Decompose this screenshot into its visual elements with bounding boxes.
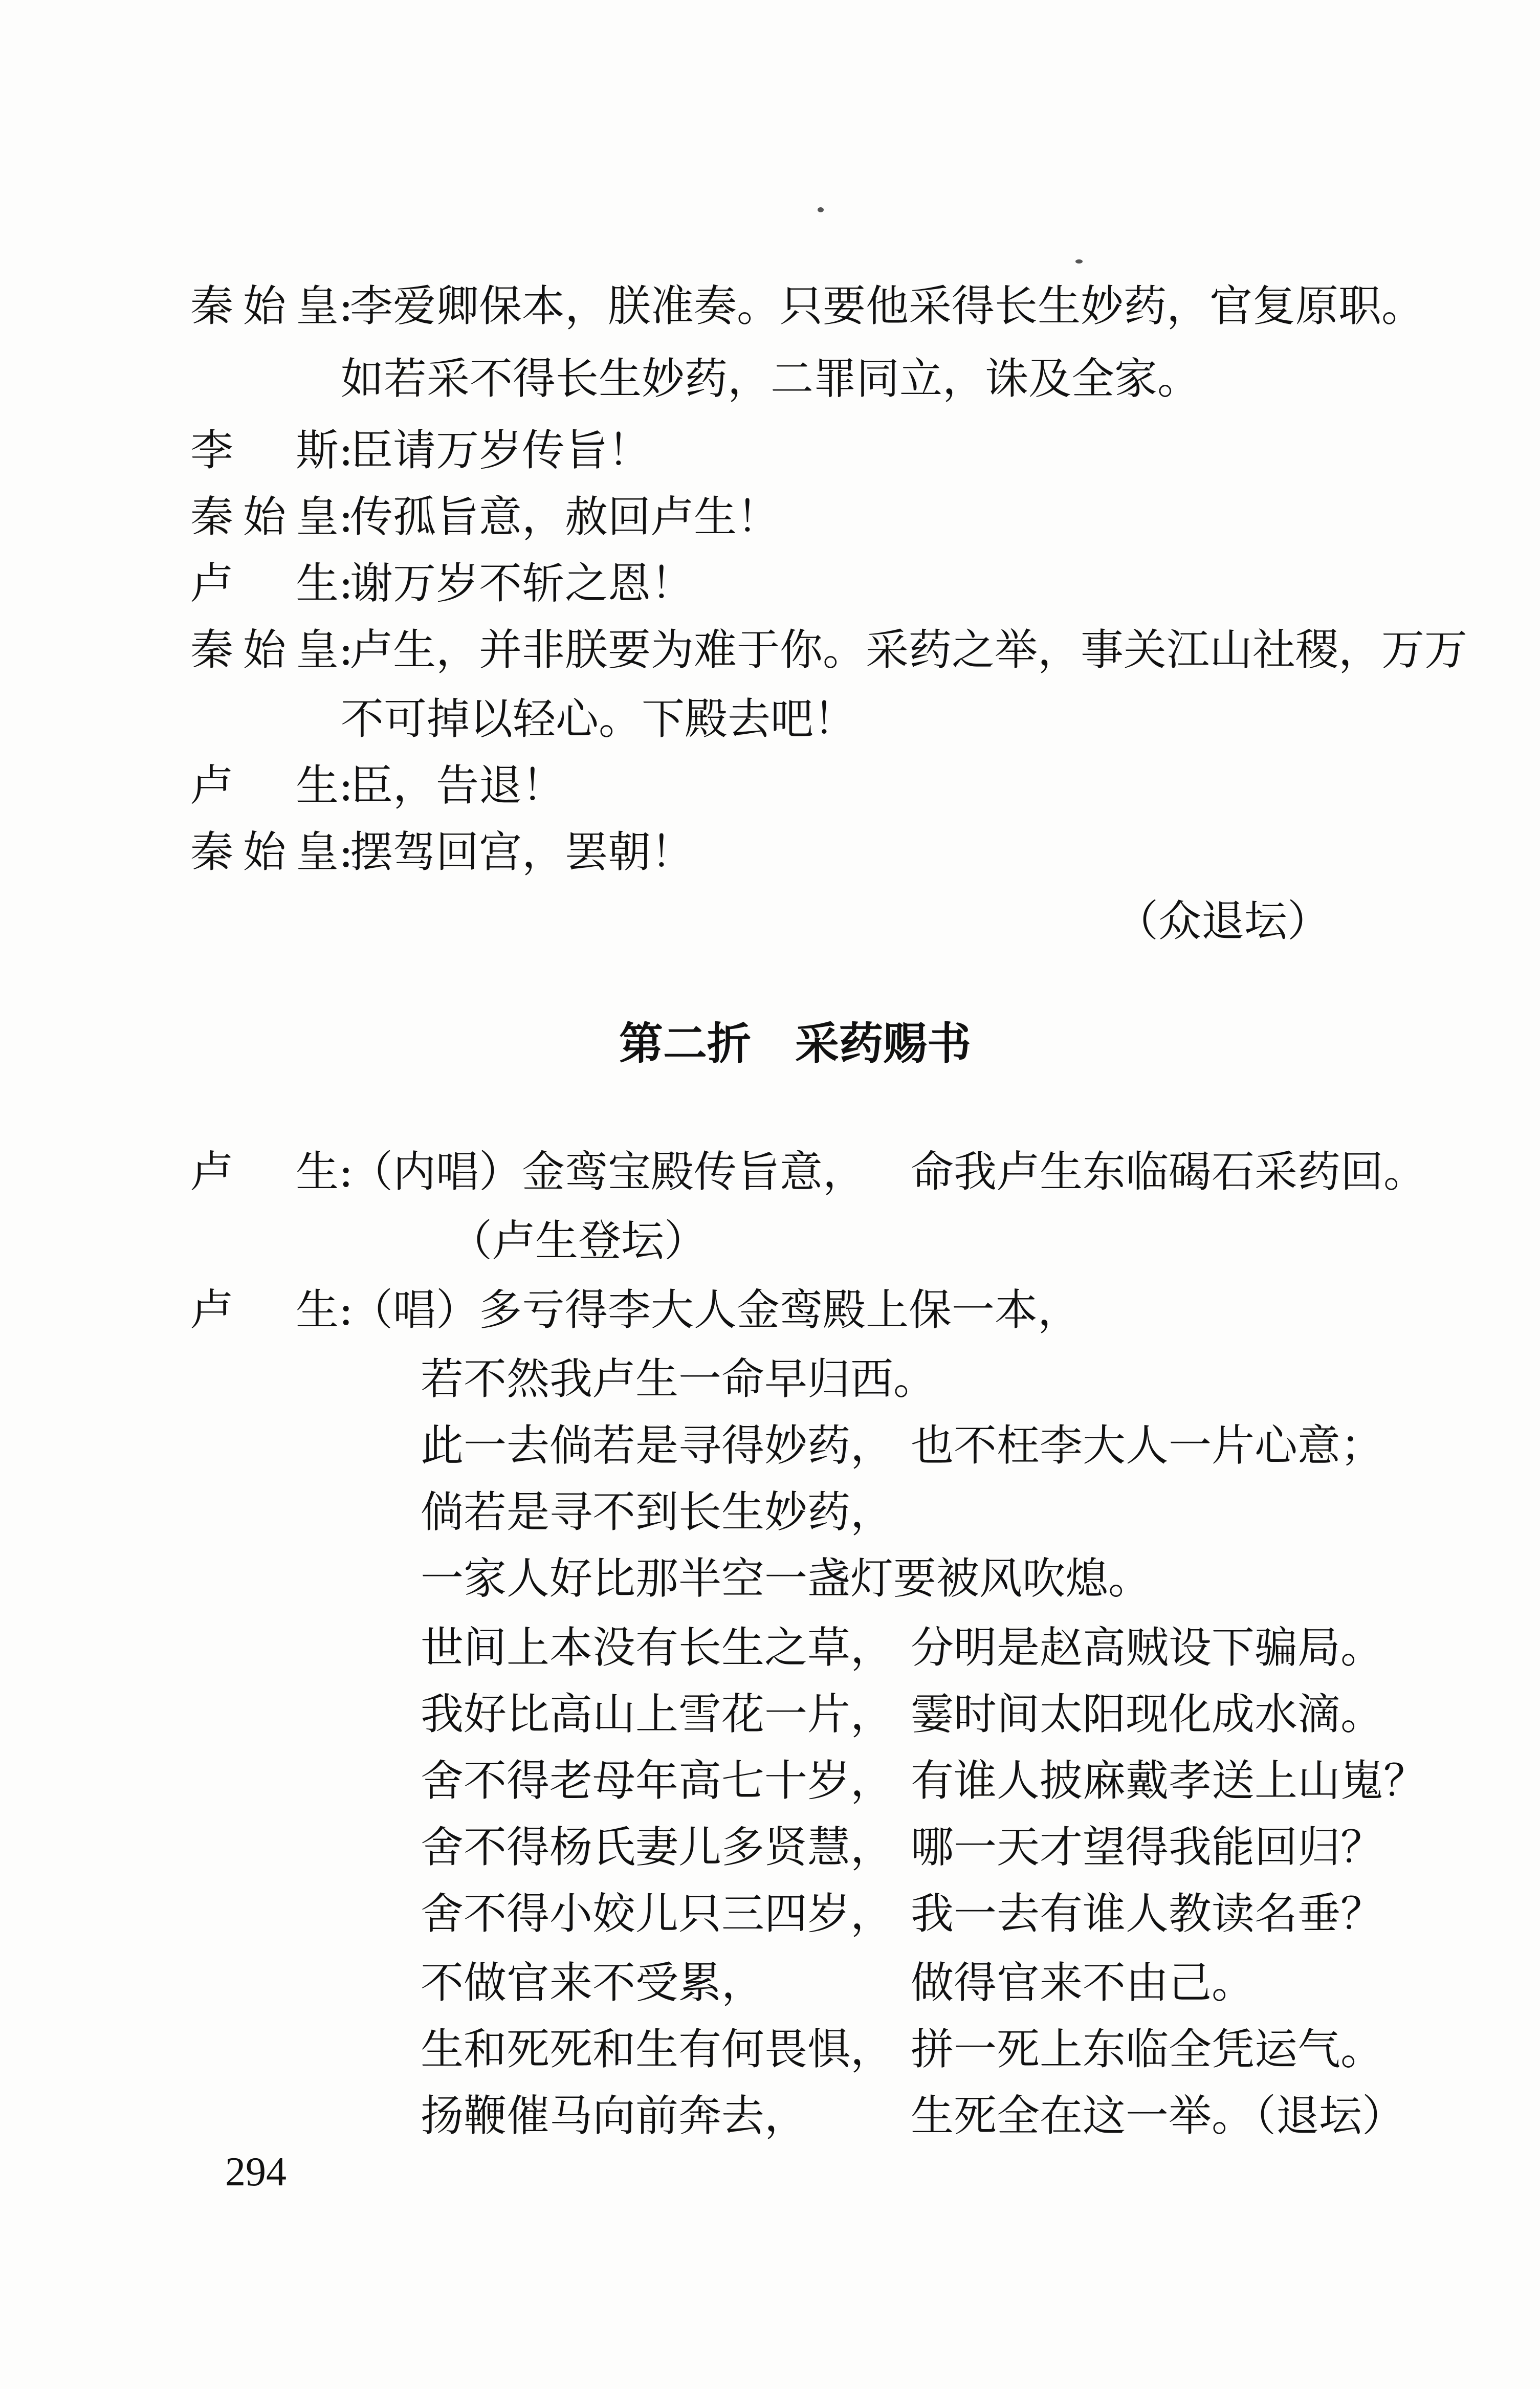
speech-text: 摆驾回宫，罢朝！ [350, 827, 694, 877]
verse-second-half: 生死全在这一举。（退坛） [911, 2091, 1405, 2141]
speech-text: 传孤旨意，赦回卢生！ [350, 492, 780, 542]
verse-second-half: 做得官来不由己。 [911, 1958, 1255, 2008]
speech-text: 臣，告退！ [350, 760, 565, 810]
colon: : [339, 425, 354, 475]
colon: : [339, 1147, 354, 1197]
verse-first-half: 不做官来不受累， [421, 1958, 765, 2008]
verse-second-half: 霎时间太阳现化成水滴。 [911, 1689, 1384, 1739]
dialogue-line [190, 760, 565, 811]
verse-second-half: 我一去有谁人教读名垂？ [911, 1889, 1384, 1939]
verse-second-half: 命我卢生东临碣石采药回。 [911, 1147, 1427, 1197]
verse-first-half: 舍不得杨氏妻儿多贤慧， [421, 1822, 894, 1872]
verse-first-half: 舍不得老母年高七十岁， [421, 1756, 894, 1806]
colon: : [339, 1285, 354, 1335]
dialogue-line [190, 491, 780, 542]
scan-speck [818, 207, 824, 212]
stage-direction: （卢生登坛） [449, 1216, 708, 1266]
speech-text: 不可掉以轻心。下殿去吧！ [341, 694, 857, 744]
speaker-name: 秦始皇 [190, 625, 339, 675]
stage-direction: （众退坛） [1115, 896, 1331, 946]
speech-text: 卢生，并非朕要为难于你。采药之举，事关江山社稷，万万 [350, 625, 1468, 675]
speaker-name: 卢 生 [190, 1285, 339, 1335]
colon: : [339, 492, 354, 542]
verse-first-half: 一家人好比那半空一盏灯要被风吹熄。 [421, 1553, 1152, 1604]
dialogue-line [190, 624, 1467, 675]
verse-second-half: 分明是赵高贼设下骗局。 [911, 1623, 1384, 1673]
colon: : [339, 558, 354, 608]
speech-text: 李爱卿保本，朕准奏。只要他采得长生妙药，官复原职。 [350, 281, 1425, 331]
page-number: 294 [225, 2150, 287, 2195]
verse-first-half: 舍不得小姣儿只三四岁， [421, 1889, 894, 1939]
verse-second-half: 哪一天才望得我能回归？ [911, 1822, 1384, 1872]
verse-second-half: 有谁人披麻戴孝送上山嵬？ [911, 1756, 1427, 1806]
dialogue-continuation [341, 353, 1200, 404]
dialogue-line [190, 826, 694, 878]
speaker-name: 卢 生 [190, 760, 339, 810]
verse-second-half: 也不枉李大人一片心意； [911, 1420, 1384, 1471]
speech-text: 谢万岁不斩之恩！ [350, 558, 694, 608]
colon: : [339, 760, 354, 810]
speaker-name: 卢 生 [190, 1147, 339, 1197]
speaker-name: 卢 生 [190, 558, 339, 608]
colon: : [339, 281, 354, 331]
dialogue-line [190, 558, 694, 609]
colon: : [339, 625, 354, 675]
verse-first-half: 倘若是寻不到长生妙药， [421, 1487, 894, 1537]
verse-first-half: 我好比高山上雪花一片， [421, 1689, 894, 1739]
verse-first-half: 生和死死和生有何畏惧， [421, 2024, 894, 2074]
dialogue-line [190, 1146, 866, 1197]
speech-text: （唱）多亏得李大人金鸾殿上保一本， [350, 1285, 1081, 1335]
speaker-name: 李 斯 [190, 425, 339, 475]
verse-second-half: 拼一死上东临全凭运气。 [911, 2024, 1384, 2074]
colon: : [339, 827, 354, 877]
dialogue-continuation [341, 693, 856, 744]
dialogue-line [190, 1284, 1081, 1335]
verse-first-half: 此一去倘若是寻得妙药， [421, 1420, 894, 1471]
speech-text: 如若采不得长生妙药，二罪同立，诛及全家。 [341, 354, 1201, 404]
speech-text: （内唱）金鸾宝殿传旨意， [350, 1147, 866, 1197]
speaker-name: 秦始皇 [190, 492, 339, 542]
speech-text: 臣请万岁传旨！ [350, 425, 651, 475]
verse-first-half: 若不然我卢生一命早归西。 [421, 1354, 937, 1404]
speaker-name: 秦始皇 [190, 827, 339, 877]
verse-first-half: 扬鞭催马向前奔去， [421, 2091, 808, 2141]
section-title: 第二折 采药赐书 [619, 1018, 971, 1069]
dialogue-line [190, 280, 1424, 332]
verse-first-half: 世间上本没有长生之草， [421, 1623, 894, 1673]
scan-speck [1075, 259, 1083, 264]
speaker-name: 秦始皇 [190, 281, 339, 331]
dialogue-line [190, 425, 651, 476]
